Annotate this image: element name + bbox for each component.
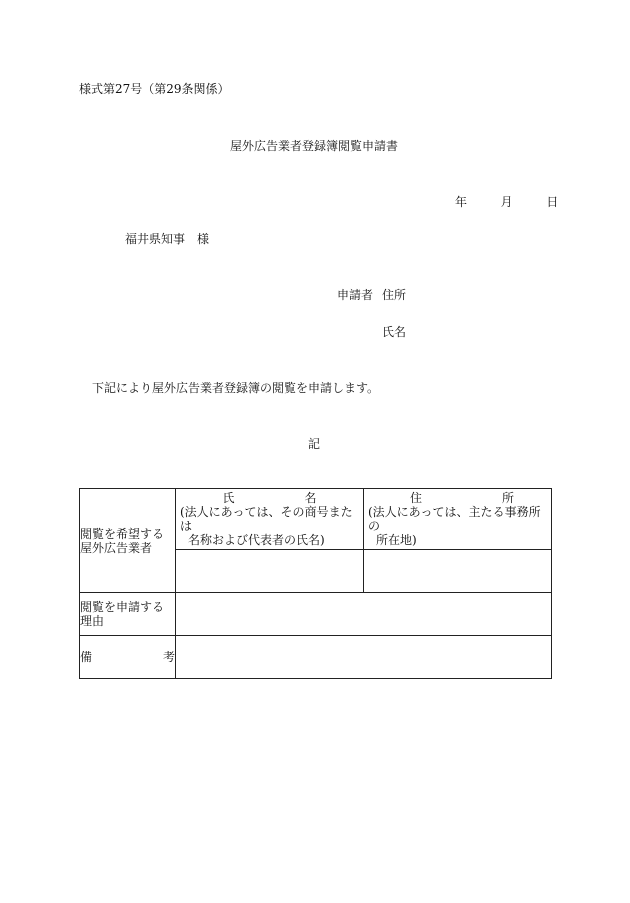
- reason-field[interactable]: [176, 593, 552, 636]
- name-header-cell: [176, 489, 364, 550]
- date-line: [455, 193, 558, 210]
- remarks-label-b: 考: [162, 650, 175, 664]
- address-header-a: 住: [410, 491, 423, 505]
- date-month-label: 月: [500, 195, 513, 209]
- business-address-field[interactable]: [364, 550, 552, 593]
- form-number: 様式第27号（第29条関係）: [79, 82, 230, 96]
- name-note-line1: (法人にあっては、その商号または: [180, 505, 353, 533]
- addressee: 福井県知事 様: [125, 232, 210, 246]
- address-header-b: 所: [502, 491, 515, 505]
- name-header-b: 名: [304, 491, 317, 505]
- ki-heading: 記: [308, 437, 321, 451]
- remarks-field[interactable]: [176, 636, 552, 679]
- remarks-label-a: 備: [80, 650, 93, 664]
- desired-business-label-line2: 屋外広告業者: [80, 540, 153, 555]
- desired-business-label-cell: [80, 489, 176, 593]
- remarks-label: [80, 650, 175, 664]
- reason-label-line1: 閲覧を申請する: [80, 600, 165, 614]
- remarks-label-cell: [80, 636, 176, 679]
- address-note-line1: (法人にあっては、主たる事務所の: [368, 505, 541, 533]
- application-table: [79, 488, 552, 679]
- applicant-label: 申請者: [337, 288, 374, 302]
- name-note-line2: 名称および代表者の氏名): [188, 533, 325, 547]
- name-header-a: 氏: [222, 491, 235, 505]
- date-day-label: 日: [546, 195, 559, 209]
- document-title: 屋外広告業者登録簿閲覧申請書: [230, 139, 399, 153]
- address-header: [368, 491, 547, 505]
- reason-label-cell: [80, 593, 176, 636]
- name-header: [180, 491, 359, 505]
- address-header-cell: [364, 489, 552, 550]
- applicant-address-label: 住所: [382, 288, 407, 302]
- applicant-name-label: 氏名: [382, 325, 407, 339]
- business-name-field[interactable]: [176, 550, 364, 593]
- reason-label-line2: 理由: [80, 614, 105, 628]
- date-year-label: 年: [455, 195, 468, 209]
- desired-business-label-line1: 閲覧を希望する: [80, 526, 165, 541]
- address-note-line2: 所在地): [376, 533, 417, 547]
- application-statement: 下記により屋外広告業者登録簿の閲覧を申請します。: [92, 381, 380, 395]
